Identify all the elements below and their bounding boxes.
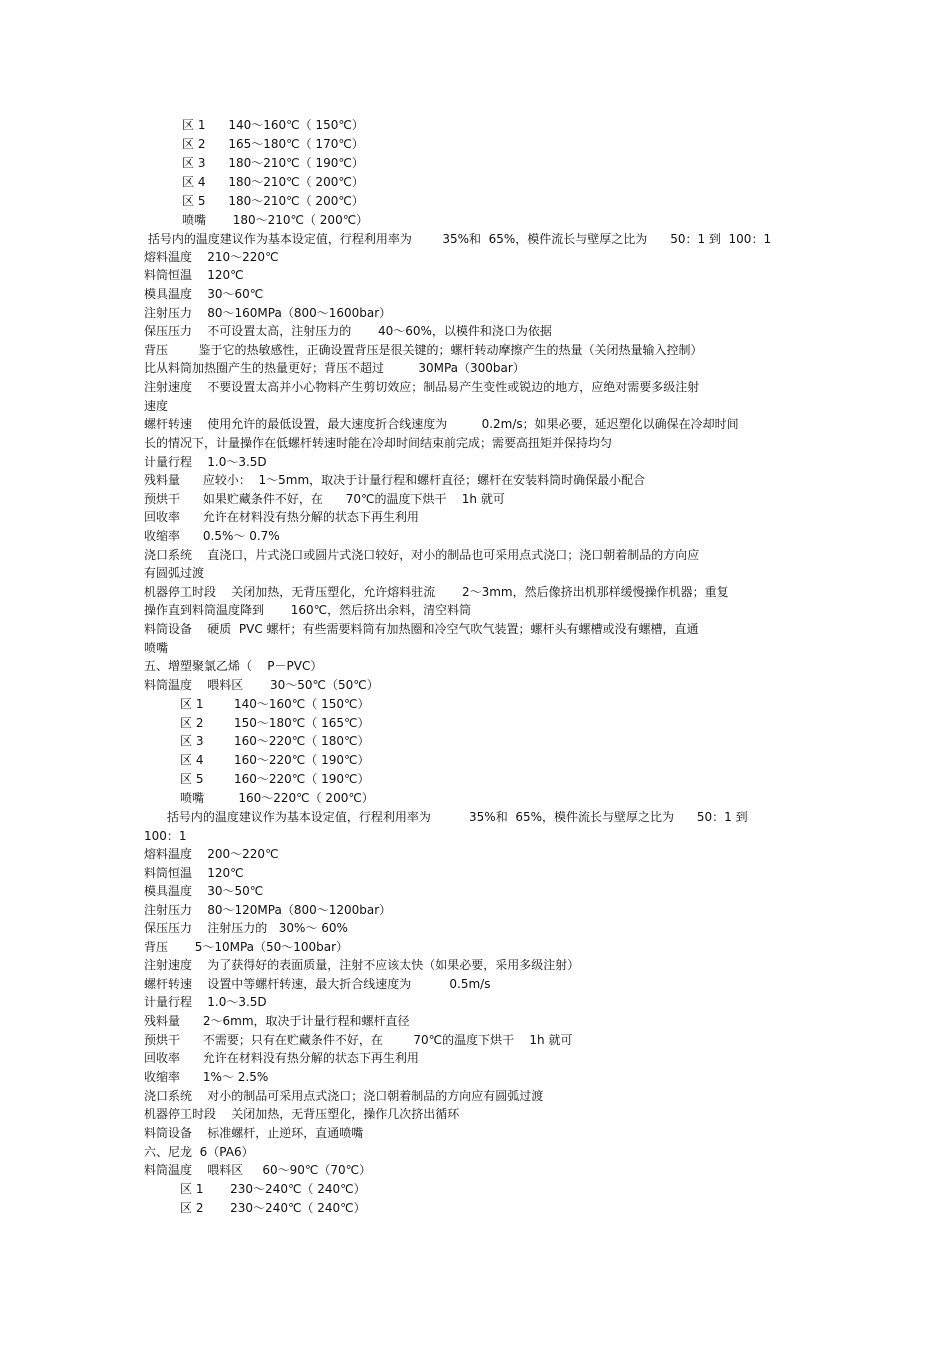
text-line: 收缩率 1%～ 2.5% bbox=[144, 1070, 269, 1084]
text-line: 注射压力 80～160MPa（800～1600bar） bbox=[144, 306, 392, 320]
text-line: 回收率 允许在材料没有热分解的状态下再生利用 bbox=[144, 510, 419, 524]
text-line: 注射压力 80～120MPa（800～1200bar） bbox=[144, 903, 392, 917]
text-line: 区 2 165～180℃（ 170℃） bbox=[182, 137, 364, 151]
text-line: 注射速度 不要设置太高并小心物料产生剪切效应；制品易产生变性或锐边的地方，应绝对需要多级注射 bbox=[144, 380, 700, 394]
text-line: 浇口系统 直浇口，片式浇口或圆片式浇口较好，对小的制品也可采用点式浇口；浇口朝着制品的方向应 bbox=[144, 548, 700, 562]
text-line: 五、增塑聚氯乙烯（ P－PVC） bbox=[144, 659, 323, 673]
text-line: 料筒温度 喂料区 30～50℃（50℃） bbox=[144, 678, 379, 692]
text-line: 长的情况下，计量操作在低螺杆转速时能在冷却时间结束前完成；需要高扭矩并保持均匀 bbox=[144, 436, 613, 450]
text-line: 区 2 150～180℃（ 165℃） bbox=[180, 716, 370, 730]
text-line: 100：1 bbox=[144, 829, 187, 843]
text-line: 括号内的温度建议作为基本设定值，行程利用率为 35%和 65%，模件流长与壁厚之比为 50：1 到 bbox=[144, 810, 748, 824]
text-line: 区 5 160～220℃（ 190℃） bbox=[180, 772, 370, 786]
text-line: 模具温度 30～50℃ bbox=[144, 884, 264, 898]
text-line: 背压 5～10MPa（50～100bar） bbox=[144, 940, 349, 954]
text-line: 料筒恒温 120℃ bbox=[144, 268, 244, 282]
text-line: 操作直到料筒温度降到 160℃，然后挤出余料，清空料筒 bbox=[144, 603, 472, 617]
text-line: 区 2 230～240℃（ 240℃） bbox=[180, 1201, 366, 1215]
text-line: 区 4 180～210℃（ 200℃） bbox=[182, 175, 364, 189]
text-line: 区 3 160～220℃（ 180℃） bbox=[180, 734, 370, 748]
text-line: 保压压力 不可设置太高，注射压力的 40～60%，以模件和浇口为依据 bbox=[144, 324, 552, 338]
text-line: 料筒设备 标准螺杆，止逆环，直通喷嘴 bbox=[144, 1126, 364, 1140]
text-line: 预烘干 如果贮藏条件不好，在 70℃的温度下烘干 1h 就可 bbox=[144, 492, 505, 506]
text-line: 喷嘴 bbox=[144, 641, 169, 655]
text-line: 熔料温度 200～220℃ bbox=[144, 847, 279, 861]
text-line: 区 1 140～160℃（ 150℃） bbox=[182, 118, 364, 132]
text-line: 区 1 140～160℃（ 150℃） bbox=[180, 697, 370, 711]
text-line: 料筒设备 硬质 PVC 螺杆；有些需要料筒有加热圈和冷空气吹气装置；螺杆头有螺槽或没有螺槽，直通 bbox=[144, 622, 699, 636]
text-line: 背压 鉴于它的热敏感性，正确设置背压是很关键的；螺杆转动摩擦产生的热量（关闭热量输入控制） bbox=[144, 343, 703, 357]
text-line: 喷嘴 180～210℃（ 200℃） bbox=[182, 213, 369, 227]
text-line: 注射速度 为了获得好的表面质量，注射不应该太快（如果必要，采用多级注射） bbox=[144, 958, 580, 972]
text-line: 计量行程 1.0～3.5D bbox=[144, 455, 267, 469]
text-line: 区 3 180～210℃（ 190℃） bbox=[182, 156, 364, 170]
text-line: 有圆弧过渡 bbox=[144, 566, 205, 580]
text-line: 回收率 允许在材料没有热分解的状态下再生利用 bbox=[144, 1051, 419, 1065]
text-line: 残料量 应较小： 1～5mm，取决于计量行程和螺杆直径；螺杆在安装料筒时确保最小配合 bbox=[144, 473, 646, 487]
text-line: 区 4 160～220℃（ 190℃） bbox=[180, 753, 370, 767]
text-line: 比从料筒加热圈产生的热量更好；背压不超过 30MPa（300bar） bbox=[144, 361, 525, 375]
text-line: 区 5 180～210℃（ 200℃） bbox=[182, 194, 364, 208]
text-line: 残料量 2～6mm，取决于计量行程和螺杆直径 bbox=[144, 1014, 410, 1028]
text-line: 螺杆转速 设置中等螺杆转速，最大折合线速度为 0.5m/s bbox=[144, 977, 491, 991]
text-line: 预烘干 不需要；只有在贮藏条件不好，在 70℃的温度下烘干 1h 就可 bbox=[144, 1033, 573, 1047]
text-line: 螺杆转速 使用允许的最低设置，最大速度折合线速度为 0.2m/s；如果必要，延迟塑化以确保在冷却时间 bbox=[144, 417, 739, 431]
text-line: 机器停工时段 关闭加热，无背压塑化，操作几次挤出循环 bbox=[144, 1107, 460, 1121]
text-line: 六、尼龙 6（PA6） bbox=[144, 1145, 254, 1159]
text-line: 喷嘴 160～220℃（ 200℃） bbox=[180, 791, 374, 805]
text-line: 区 1 230～240℃（ 240℃） bbox=[180, 1182, 366, 1196]
text-line: 料筒恒温 120℃ bbox=[144, 866, 244, 880]
text-line: 速度 bbox=[144, 399, 169, 413]
text-line: 模具温度 30～60℃ bbox=[144, 287, 264, 301]
text-line: 保压压力 注射压力的 30%～ 60% bbox=[144, 921, 348, 935]
text-line: 括号内的温度建议作为基本设定值，行程利用率为 35%和 65%，模件流长与壁厚之比为 50：1 到 100：1 bbox=[144, 232, 772, 246]
text-line: 计量行程 1.0～3.5D bbox=[144, 995, 267, 1009]
text-line: 浇口系统 对小的制品可采用点式浇口；浇口朝着制品的方向应有圆弧过渡 bbox=[144, 1089, 544, 1103]
text-line: 收缩率 0.5%～ 0.7% bbox=[144, 529, 280, 543]
text-line: 料筒温度 喂料区 60～90℃（70℃） bbox=[144, 1163, 372, 1177]
text-line: 机器停工时段 关闭加热，无背压塑化，允许熔料驻流 2～3mm，然后像挤出机那样缓慢操作机器；重复 bbox=[144, 585, 729, 599]
text-line: 熔料温度 210～220℃ bbox=[144, 250, 279, 264]
